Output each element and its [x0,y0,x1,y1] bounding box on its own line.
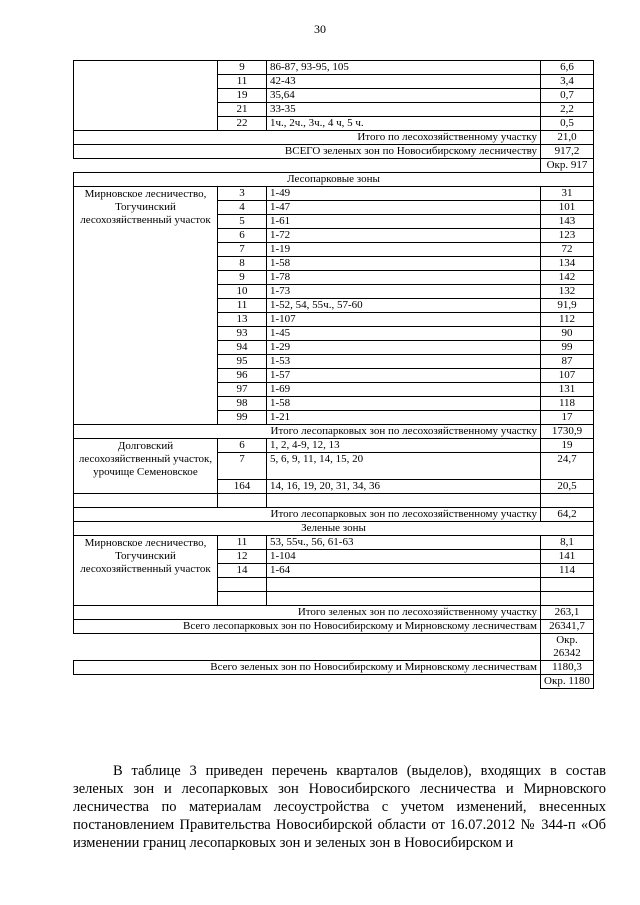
allotments-cell: 1, 2, 4-9, 12, 13 [267,439,541,453]
allotments-cell: 1-107 [267,313,541,327]
quarter-cell: 7 [218,453,267,480]
quarter-cell: 164 [218,480,267,494]
area-cell: 143 [541,215,594,229]
page-number: 30 [314,22,326,36]
allotments-cell: 1-19 [267,243,541,257]
empty-cell [541,494,594,508]
area-cell: 141 [541,550,594,564]
area-cell: 6,6 [541,61,594,75]
area-cell: 134 [541,257,594,271]
quarter-cell: 4 [218,201,267,215]
quarter-cell: 11 [218,75,267,89]
allotments-cell: 53, 55ч., 56, 61-63 [267,536,541,550]
area-cell: 19 [541,439,594,453]
grand-total-row [74,145,594,159]
allotments-cell: 1-73 [267,285,541,299]
area-cell: 91,9 [541,299,594,313]
rounded-total-row [74,634,594,661]
total-value: 1730,9 [541,425,594,439]
empty-cell [541,578,594,592]
quarter-cell: 12 [218,550,267,564]
allotments-cell: 42-43 [267,75,541,89]
empty-cell [267,578,541,592]
area-cell: 90 [541,327,594,341]
quarter-cell: 7 [218,243,267,257]
grand-total-row [74,661,594,675]
area-cell: 8,1 [541,536,594,550]
allotments-cell: 1-58 [267,257,541,271]
table-row [74,439,594,453]
allotments-cell: 1-52, 54, 55ч., 57-60 [267,299,541,313]
area-cell: 24,7 [541,453,594,480]
quarter-cell: 93 [218,327,267,341]
empty-cell [218,578,267,592]
area-cell: 2,2 [541,103,594,117]
allotments-cell: 1-21 [267,411,541,425]
quarter-cell: 5 [218,215,267,229]
empty-cell [267,494,541,508]
table-row [74,61,594,75]
allotments-cell: 35,64 [267,89,541,103]
quarter-cell: 3 [218,187,267,201]
allotments-cell: 1-61 [267,215,541,229]
rounded-total-row [74,675,594,689]
allotments-cell: 1-45 [267,327,541,341]
empty-name-cell [74,61,218,131]
area-cell: 0,7 [541,89,594,103]
total-label: Всего лесопарковых зон по Новосибирскому и Мирновскому лесничествам [74,620,541,634]
area-cell: 114 [541,564,594,578]
quarter-cell: 19 [218,89,267,103]
allotments-cell: 1-64 [267,564,541,578]
allotments-cell: 1-69 [267,383,541,397]
area-cell: 17 [541,411,594,425]
empty-cell [74,634,541,661]
area-cell: 132 [541,285,594,299]
forest-zones-table [73,60,594,689]
allotments-cell: 1ч., 2ч., 3ч., 4 ч, 5 ч. [267,117,541,131]
body-paragraph: В таблице 3 приведен перечень кварталов (выделов), входящих в состав зеленых зон и лесопарковых зон Новосибирского лесничества и Мирновского лесничества по материалам лесоустройства с учетом изменений, внесенных постановлением Правительства Новосибирской области от 16.07.2012 № 344-п «Об изменении границ лесопарковых зон и зеленых зон в Новосибирском и [73,763,606,851]
empty-cell [541,592,594,606]
quarter-cell: 99 [218,411,267,425]
table-row [74,187,594,201]
quarter-cell: 94 [218,341,267,355]
area-cell: 87 [541,355,594,369]
allotments-cell: 1-78 [267,271,541,285]
rounded-value: Окр. 917 [541,159,594,173]
area-cell: 99 [541,341,594,355]
total-value: 1180,3 [541,661,594,675]
allotments-cell: 14, 16, 19, 20, 31, 34, 36 [267,480,541,494]
total-value: 917,2 [541,145,594,159]
total-label: Итого зеленых зон по лесохозяйственному участку [74,606,541,620]
forestry-name-cell: Мирновское лесничество, Тогучинский лесохозяйственный участок [74,536,218,606]
quarter-cell: 11 [218,299,267,313]
area-cell: 123 [541,229,594,243]
total-label: Всего зеленых зон по Новосибирскому и Мирновскому лесничествам [74,661,541,675]
quarter-cell: 10 [218,285,267,299]
empty-cell [267,592,541,606]
section-header-row [74,173,594,187]
rounded-value: Окр. 26342 [541,634,594,661]
rounded-total-row [74,159,594,173]
grand-total-row [74,620,594,634]
area-cell: 118 [541,397,594,411]
empty-cell [74,494,218,508]
quarter-cell: 95 [218,355,267,369]
total-label: Итого лесопарковых зон по лесохозяйственному участку [74,425,541,439]
empty-cell [74,675,541,689]
quarter-cell: 9 [218,271,267,285]
allotments-cell: 1-72 [267,229,541,243]
allotments-cell: 1-53 [267,355,541,369]
area-cell: 107 [541,369,594,383]
forestry-name-cell: Долговский лесохозяйственный участок, урочище Семеновское [74,439,218,494]
allotments-cell: 86-87, 93-95, 105 [267,61,541,75]
forestry-name-cell: Мирновское лесничество, Тогучинский лесохозяйственный участок [74,187,218,425]
area-cell: 31 [541,187,594,201]
quarter-cell: 6 [218,229,267,243]
allotments-cell: 5, 6, 9, 11, 14, 15, 20 [267,453,541,480]
quarter-cell: 13 [218,313,267,327]
quarter-cell: 6 [218,439,267,453]
subtotal-row [74,425,594,439]
area-cell: 112 [541,313,594,327]
total-value: 26341,7 [541,620,594,634]
total-value: 64,2 [541,508,594,522]
allotments-cell: 33-35 [267,103,541,117]
quarter-cell: 14 [218,564,267,578]
total-label: Итого по лесохозяйственному участку [74,131,541,145]
table-row [74,536,594,550]
area-cell: 72 [541,243,594,257]
quarter-cell: 97 [218,383,267,397]
allotments-cell: 1-104 [267,550,541,564]
rounded-value: Окр. 1180 [541,675,594,689]
quarter-cell: 96 [218,369,267,383]
allotments-cell: 1-47 [267,201,541,215]
quarter-cell: 9 [218,61,267,75]
allotments-cell: 1-49 [267,187,541,201]
section-header-row [74,522,594,536]
quarter-cell: 21 [218,103,267,117]
quarter-cell: 22 [218,117,267,131]
area-cell: 3,4 [541,75,594,89]
area-cell: 0,5 [541,117,594,131]
section-title: Лесопарковые зоны [74,173,594,187]
quarter-cell: 11 [218,536,267,550]
subtotal-row [74,131,594,145]
empty-cell [218,494,267,508]
quarter-cell: 98 [218,397,267,411]
area-cell: 101 [541,201,594,215]
area-cell: 142 [541,271,594,285]
quarter-cell: 8 [218,257,267,271]
area-cell: 131 [541,383,594,397]
allotments-cell: 1-58 [267,397,541,411]
section-title: Зеленые зоны [74,522,594,536]
total-value: 263,1 [541,606,594,620]
subtotal-row [74,606,594,620]
subtotal-row [74,508,594,522]
total-label: Итого лесопарковых зон по лесохозяйственному участку [74,508,541,522]
allotments-cell: 1-57 [267,369,541,383]
total-value: 21,0 [541,131,594,145]
total-label: ВСЕГО зеленых зон по Новосибирскому лесничеству [74,145,541,159]
empty-cell [74,159,541,173]
empty-cell [218,592,267,606]
spacer-row [74,494,594,508]
area-cell: 20,5 [541,480,594,494]
allotments-cell: 1-29 [267,341,541,355]
